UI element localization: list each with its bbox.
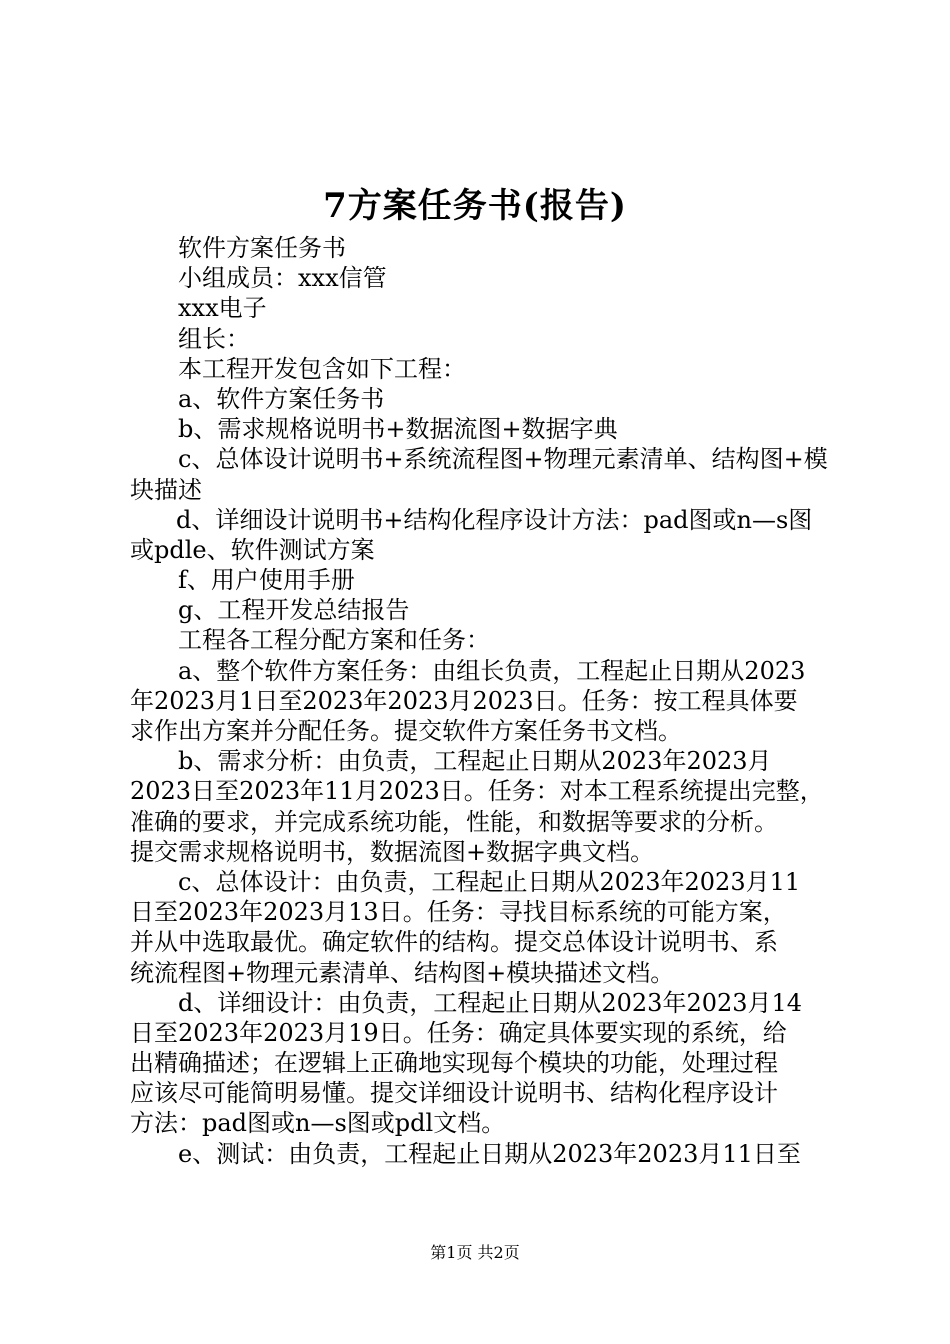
paragraph-line: b、需求分析：由负责，工程起止日期从2023年2023月 [178,747,772,776]
paragraph-line: 软件方案任务书 [178,234,346,262]
paragraph-line: 2023日至2023年11月2023日。任务：对本工程系统提出完整， [130,777,824,806]
list-item: g、工程开发总结报告 [178,596,410,625]
list-item: c、总体设计说明书+系统流程图+物理元素清单、结构图+模 [178,445,828,474]
paragraph-line: a、整个软件方案任务：由组长负责，工程起止日期从2023 [178,656,806,685]
paragraph-line: e、测试：由负责，工程起止日期从2023年2023月11日至 [178,1139,801,1168]
list-item: f、用户使用手册 [178,566,355,595]
document-body [130,233,835,1169]
paragraph-line: 日至2023年2023月13日。任务：寻找目标系统的可能方案， [130,898,787,927]
list-item: b、需求规格说明书+数据流图+数据字典 [178,415,618,444]
paragraph-line: 统流程图+物理元素清单、结构图+模块描述文档。 [130,958,675,987]
document-title: 7方案任务书(报告) [323,186,627,226]
paragraph-line: 出精确描述；在逻辑上正确地实现每个模块的功能，处理过程 [130,1049,778,1078]
list-item-continuation: 块描述 [130,475,202,504]
paragraph-line: c、总体设计：由负责，工程起止日期从2023年2023月11 [178,867,801,896]
paragraph-line: 组长： [178,324,250,353]
paragraph-line: 方法：pad图或n—s图或pdl文档。 [130,1109,506,1138]
section-heading: 工程各工程分配方案和任务： [178,626,490,655]
paragraph-line: 应该尽可能简明易懂。提交详细设计说明书、结构化程序设计 [130,1079,778,1108]
paragraph-line: 日至2023年2023月19日。任务：确定具体要实现的系统，给 [130,1018,787,1047]
page-footer: 第1页 共2页 [430,1243,520,1262]
paragraph-line: 小组成员：xxx信管 [178,264,387,293]
paragraph-line: d、详细设计：由负责，工程起止日期从2023年2023月14 [178,988,803,1017]
paragraph-line: xxx电子 [178,294,267,323]
paragraph-line: 并从中选取最优。确定软件的结构。提交总体设计说明书、系 [130,928,778,957]
paragraph-line: 本工程开发包含如下工程： [178,354,466,383]
paragraph-line: 年2023月1日至2023年2023月2023日。任务：按工程具体要 [130,686,798,715]
list-item: d、详细设计说明书+结构化程序设计方法：pad图或n—s图 [176,505,813,534]
list-item-continuation: 或pdle、软件测试方案 [130,535,375,564]
paragraph-line: 准确的要求，并完成系统功能，性能，和数据等要求的分析。 [130,807,778,836]
paragraph-line: 求作出方案并分配任务。提交软件方案任务书文档。 [130,717,682,745]
paragraph-line: 提交需求规格说明书，数据流图+数据字典文档。 [130,837,655,866]
list-item: a、软件方案任务书 [178,384,385,413]
